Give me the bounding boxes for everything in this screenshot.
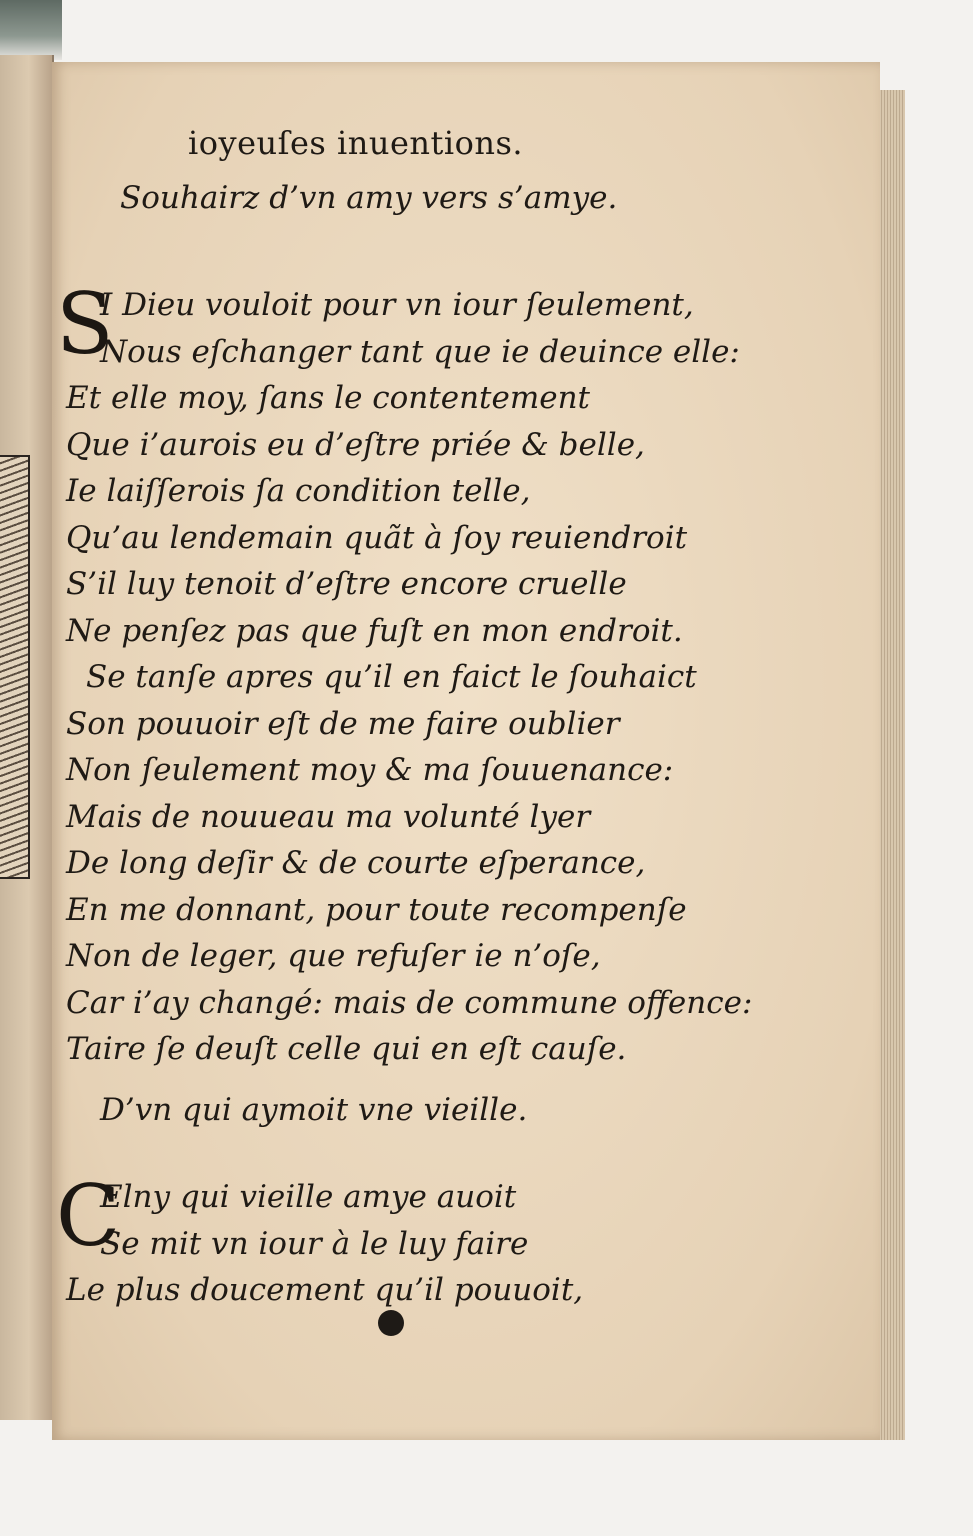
ornament-icon [378,1310,404,1336]
verse-line: De long deſir & de courte eſperance, [66,845,646,881]
verse-line: Son pouuoir eſt de me faire oublier [66,705,620,742]
left-page-edge [0,55,54,1420]
verse-line: S’il luy tenoit d’eſtre encore cruelle [66,566,627,602]
book-page [52,62,880,1440]
running-head: ioyeuſes inuentions. [188,124,524,162]
drop-cap: C [56,1167,121,1265]
verse-line: Se tanſe apres qu’il en faict le ſouhaict [86,659,697,695]
woodcut-illustration-fragment [0,455,30,879]
verse-line: En me donnant, pour toute recompenſe [66,891,687,928]
verse-line: Ne penſez pas que fuſt en mon endroit. [66,612,683,649]
verse-line: Car i’ay changé: mais de commune offence: [66,984,753,1021]
verse-line: Se mit vn iour à le luy faire [100,1225,529,1262]
drop-cap: S [56,275,114,373]
verse-line: Ie laiſſerois ſa condition telle, [66,473,531,509]
verse-line: Elny qui vieille amye auoit [100,1179,517,1215]
verse-line: Et elle moy, ſans le contentement [66,380,591,416]
verse-line: Le plus doucement qu’il pouuoit, [66,1272,584,1308]
verse-line: Taire ſe deuſt celle qui en eſt cauſe. [66,1031,627,1067]
verse-line: Nous eſchanger tant que ie deuince elle: [100,333,740,370]
verse-line: Mais de nouueau ma volunté lyer [66,798,591,835]
poem-stanza [56,1167,766,1314]
poem-title: Souhairz d’vn amy vers s’amye. [120,180,618,216]
verse-line: Que i’aurois eu d’eſtre priée & belle, [66,426,645,463]
page-stack-edge [878,90,905,1440]
verse-line: I Dieu vouloit pour vn iour ſeulement, [100,287,694,323]
poem-title: D’vn qui aymoit vne vieille. [100,1092,528,1128]
verse-line: Qu’au lendemain quãt à ſoy reuiendroit [66,519,688,556]
verse-line: Non ſeulement moy & ma ſouuenance: [66,752,674,788]
page-text [52,62,880,1440]
poem-stanza [56,275,766,1073]
verse-line: Non de leger, que refuſer ie n’oſe, [66,938,601,974]
book-spine [0,0,62,60]
